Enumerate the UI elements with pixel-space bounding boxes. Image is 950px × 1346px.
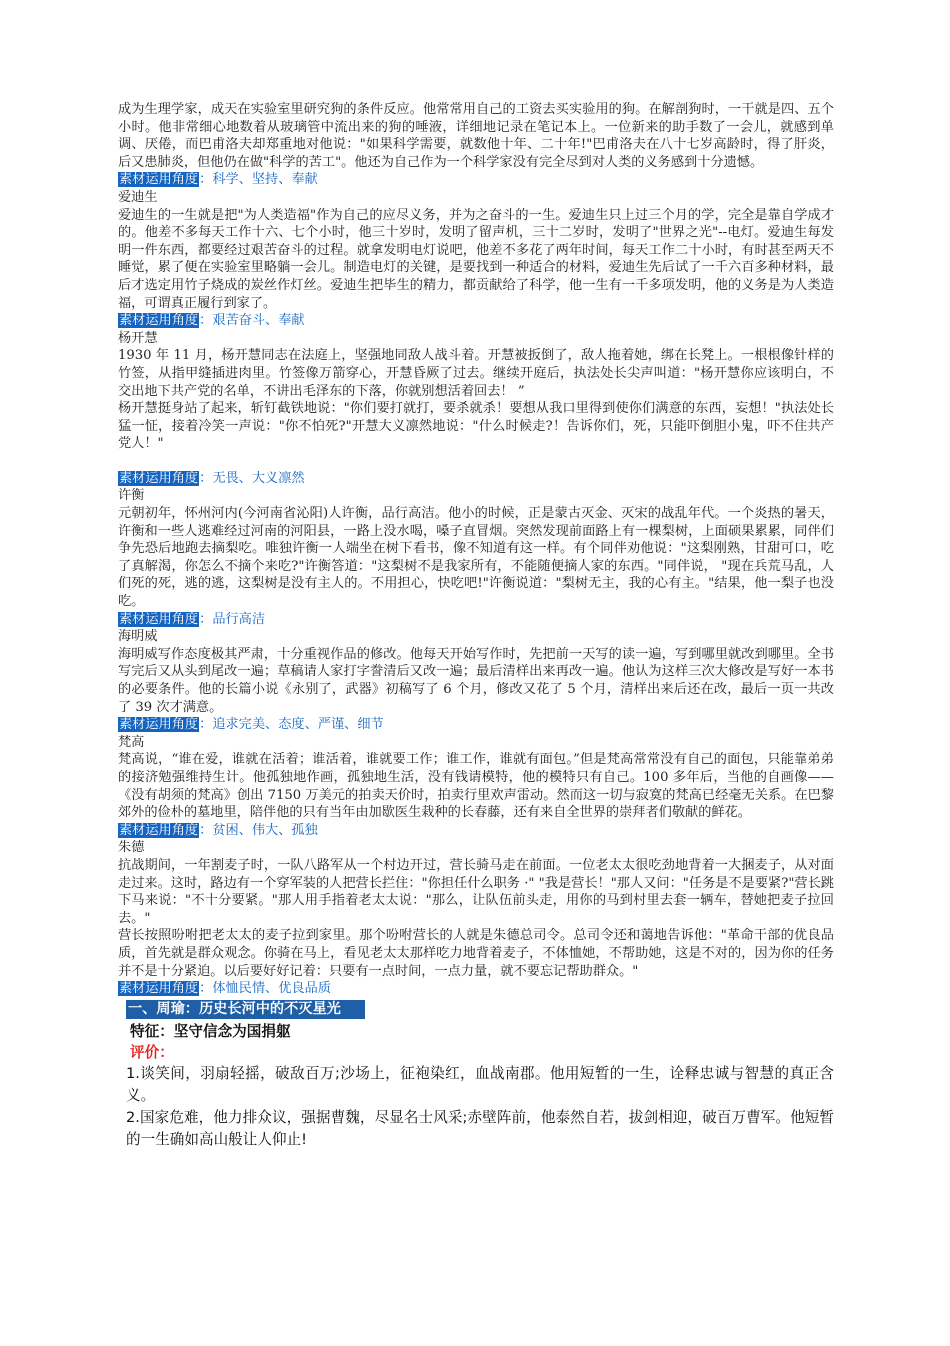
material-angle-values: 科学、坚持、奉献 <box>212 172 318 188</box>
section-name: 梵高 <box>118 734 145 750</box>
section-paragraph: 杨开慧挺身站了起来，斩钉截铁地说："你们要打就打，要杀就杀！要想从我口里得到使你们满意的东西，妄想！"执法处长猛一怔，接着冷笑一声说："你不怕死?"开慧大义凛然地说："什么时候走?！告诉你们，死，只能吓倒胆小鬼，吓不住共产党人！" <box>118 401 834 452</box>
blank-line <box>118 453 834 470</box>
material-angle-tag <box>118 822 834 840</box>
section-name: 杨开慧 <box>118 330 158 346</box>
material-angle-label: 素材运用角度 <box>119 981 199 997</box>
section-paragraph: 爱迪生的一生就是把"为人类造福"作为自己的应尽义务，并为之奋斗的一生。爱迪生只上过三个月的学，完全是靠自学成才的。他差不多每天工作十六、七个小时，他三十岁时，发明了留声机，三十二岁时，发明了"世界之光"--电灯。爱迪生每发明一件东西，都要经过艰苦奋斗的过程。就拿发明电灯说吧，他差不多花了两年时间，每天工作二十小时，有时甚至两天不睡觉，累了便在实验室里略躺一会儿。制造电灯的关键，是要找到一种适合的材料，爱迪生先后试了一千六百多种材料，最后才选定用竹子烧成的炭丝作灯丝。爱迪生把毕生的精力，都贡献给了科学，他一生有一千多项发明，他的义务是为人类造福，可谓真正履行到家了。 <box>118 207 834 311</box>
material-angle-tag <box>118 312 834 330</box>
material-angle-colon: ： <box>199 981 213 997</box>
material-angle-colon: ： <box>199 611 213 627</box>
section-name: 海明威 <box>118 629 158 645</box>
section-name: 许衡 <box>118 488 145 504</box>
material-angle-values: 体恤民情、优良品质 <box>212 981 331 997</box>
section-paragraph: 抗战期间，一年割麦子时，一队八路军从一个村边开过，营长骑马走在前面。一位老太太很吃劲地背着一大捆麦子，从对面走过来。这时，路边有一个穿军装的人把营长拦住："你担任什么职务 ·" "我是营长！"那人又问："任务是不是要紧?"营长跳下马来说："不十分要紧。"那人用手指着老太太说："那么，让队伍前头走，用你的马到村里去套一辆车，替她把麦子拉回去。" <box>118 857 834 926</box>
section-name: 爱迪生 <box>118 189 158 205</box>
material-angle-tag <box>118 980 834 998</box>
material-angle-colon: ： <box>199 313 213 329</box>
material-angle-values: 无畏、大义凛然 <box>212 470 305 486</box>
material-angle-tag <box>118 171 834 189</box>
intro-paragraph: 成为生理学家，成天在实验室里研究狗的条件反应。他常常用自己的工资去买实验用的狗。在解剖狗时，一干就是四、五个小时。他非常细心地数着从玻璃管中流出来的狗的唾液，详细地记录在笔记本上。一位新来的助手数了一会儿，就感到单调、厌倦，而巴甫洛夫却郑重地对他说："如果科学需要，就数他十年、二十年!"巴甫洛夫在八十七岁高龄时，得了肝炎，后又患肺炎，但他仍在做"科学的苦工"。他还为自己作为一个科学家没有完全尽到对人类的义务感到十分遗憾。 <box>118 102 834 170</box>
material-angle-colon: ： <box>199 470 213 486</box>
evaluation-item: 2.国家危难，他力排众议，强据曹魏，尽显名士风采;赤壁阵前，他泰然自若，拔剑相迎，破百万曹军。他短暂的一生确如高山般让人仰止! <box>126 1108 834 1148</box>
material-angle-label: 素材运用角度 <box>119 717 199 733</box>
material-angle-label: 素材运用角度 <box>119 611 199 627</box>
feature-heading: 特征：坚守信念为国捐躯 <box>130 1022 291 1040</box>
material-angle-tag <box>118 470 834 488</box>
evaluation-label: 评价： <box>130 1043 174 1061</box>
section-paragraph: 营长按照吩咐把老太太的麦子拉到家里。那个吩咐营长的人就是朱德总司令。总司令还和蔼地告诉他："革命干部的优良品质，首先就是群众观念。你骑在马上，看见老太太那样吃力地背着麦子，不体恤她，不帮助她，这是不对的，因为你的任务并不是十分紧迫。以后要好好记着：只要有一点时间，一点力量，就不要忘记帮助群众。" <box>118 928 834 979</box>
material-angle-tag <box>118 611 834 629</box>
section-name: 朱德 <box>118 840 145 856</box>
material-angle-label: 素材运用角度 <box>119 172 199 188</box>
material-angle-label: 素材运用角度 <box>119 313 199 329</box>
material-angle-colon: ： <box>199 717 213 733</box>
material-angle-label: 素材运用角度 <box>119 470 199 486</box>
material-angle-colon: ： <box>199 172 213 188</box>
material-angle-values: 艰苦奋斗、奉献 <box>212 313 305 329</box>
evaluation-item: 1.谈笑间，羽扇轻摇，破敌百万;沙场上，征袍染红，血战南郡。他用短暂的一生，诠释忠诚与智慧的真正含义。 <box>126 1064 834 1104</box>
material-angle-colon: ： <box>199 822 213 838</box>
section-paragraph: 梵高说，“谁在爱，谁就在活着；谁活着，谁就要工作；谁工作，谁就有面包。”但是梵高常常没有自己的面包，只能靠弟弟的接济勉强维持生计。他孤独地作画，孤独地生活，没有钱请模特，他的模特只有自己。100 多年后，当他的自画像——《没有胡须的梵高》创出 7150 万美元的拍卖天价时，拍卖行里欢声雷动。然而这一切与寂寞的梵高已经毫无关系。在巴黎郊外的俭朴的墓地里，陪伴他的只有当年由加歇医生栽种的长春藤，还有来自全世界的崇拜者们敬献的鲜花。 <box>118 752 834 821</box>
material-angle-values: 品行高洁 <box>212 611 266 627</box>
material-angle-label: 素材运用角度 <box>119 822 199 838</box>
document-page <box>118 101 834 1151</box>
material-angle-values: 追求完美、态度、严谨、细节 <box>212 717 384 733</box>
material-angle-tag <box>118 716 834 734</box>
section-paragraph: 元朝初年，怀州河内(今河南省沁阳)人许衡，品行高洁。他小的时候，正是蒙古灭金、灭宋的战乱年代。一个炎热的暑天，许衡和一些人逃难经过河南的河阳县，一路上没水喝，嗓子直冒烟。突然发现前面路上有一棵梨树，上面硕果累累，同伴们争先恐后地跑去摘梨吃。唯独许衡一人端坐在树下看书，像不知道有这一样。有个同伴劝他说："这梨刚熟，甘甜可口，吃了真解渴，你怎么不摘个来吃?"许衡答道："这梨树不是我家所有，不能随便摘人家的东西。"同伴说， "现在兵荒马乱，人们死的死，逃的逃，这梨树是没有主人的。不用担心，快吃吧!"许衡说道："梨树无主，我的心有主。"结果，他一梨子也没吃。 <box>118 506 834 610</box>
material-angle-values: 贫困、伟大、孤独 <box>212 822 318 838</box>
section-paragraph: 海明威写作态度极其严肃，十分重视作品的修改。他每天开始写作时，先把前一天写的读一遍，写到哪里就改到哪里。全书写完后又从头到尾改一遍；草稿请人家打字誊清后又改一遍；最后清样出来再改一遍。他认为这样三次大修改是写好一本书的必要条件。他的长篇小说《永别了，武器》初稿写了 6 个月，修改又花了 5 个月，清样出来后还在改，最后一页一共改了 39 次才满意。 <box>118 646 834 715</box>
section-paragraph: 1930 年 11 月，杨开慧同志在法庭上，坚强地同敌人战斗着。开慧被扳倒了，敌人拖着她，绑在长凳上。一根根像针样的竹签，从指甲缝插进肉里。竹签像万箭穿心，开慧昏厥了过去。继续开庭后，执法处长尖声叫道："杨开慧你应该明白，不交出地下共产党的名单，不讲出毛泽东的下落，你就别想活着回去！ ” <box>118 348 834 399</box>
section-heading-zhouyu: 一、周瑜：历史长河中的不灭星光 <box>126 1000 365 1019</box>
